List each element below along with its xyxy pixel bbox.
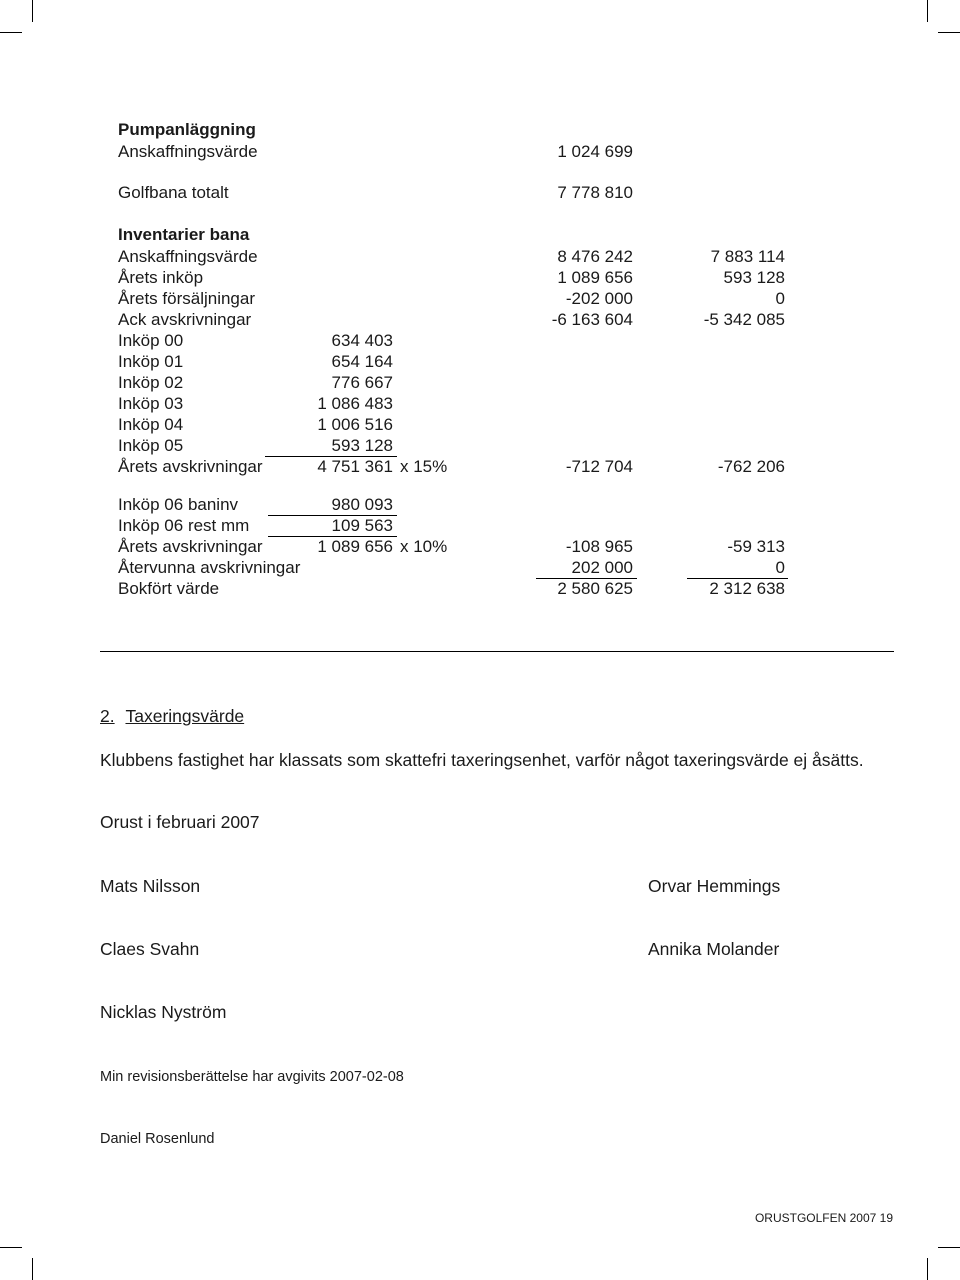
row-purchase-amount: 980 093: [331, 495, 393, 514]
row-label: Ack avskrivningar: [118, 310, 252, 329]
row-label: Årets inköp: [118, 268, 204, 287]
row-label: Inköp 06 baninv: [118, 495, 239, 514]
row-value-year1: -108 965: [565, 537, 633, 556]
row-value-year2: 593 128: [723, 268, 785, 287]
crop-mark: [927, 0, 928, 22]
page-footer: ORUSTGOLFEN 2007 19: [754, 1211, 893, 1225]
pump-heading: Pumpanläggning: [118, 120, 256, 139]
row-depreciation-rate: x 10%: [400, 537, 448, 556]
row-label: Årets avskrivningar: [118, 537, 263, 556]
crop-mark: [927, 1258, 928, 1280]
row-label: Anskaffningsvärde: [118, 247, 258, 266]
audit-statement: Min revisionsberättelse har avgivits 2007-02-08: [100, 1069, 404, 1085]
row-value-year2: 7 883 114: [710, 247, 785, 266]
row-label: Inköp 02: [118, 373, 184, 392]
signatory-name: Nicklas Nyström: [100, 1002, 227, 1022]
row-value-year1: -6 163 604: [551, 310, 633, 329]
auditor-name: Daniel Rosenlund: [100, 1131, 215, 1147]
pump-value: 1 024 699: [557, 142, 633, 161]
row-value-year1: 8 476 242: [557, 247, 633, 266]
row-label: Inköp 06 rest mm: [118, 516, 250, 535]
crop-mark: [0, 1247, 22, 1248]
row-label: Inköp 01: [118, 352, 184, 371]
golf-total-value: 7 778 810: [557, 183, 633, 202]
row-value-year1: -202 000: [565, 289, 633, 308]
row-purchase-amount: 654 164: [331, 352, 393, 371]
row-label: Inköp 03: [118, 394, 184, 413]
section2-number: 2.: [100, 706, 115, 726]
row-purchase-amount: 776 667: [331, 373, 393, 392]
row-value-year1: -712 704: [565, 457, 633, 476]
row-depreciation-rate: x 15%: [400, 457, 448, 476]
row-value-year2: 0: [775, 558, 785, 577]
row-purchase-amount: 634 403: [331, 331, 393, 350]
row-value-year1: 202 000: [571, 558, 633, 577]
row-label: Återvunna avskrivningar: [118, 558, 301, 577]
row-purchase-amount: 593 128: [331, 436, 393, 455]
signatory-name: Annika Molander: [648, 939, 780, 959]
signatory-name: Claes Svahn: [100, 939, 200, 959]
crop-mark: [938, 1247, 960, 1248]
crop-mark: [32, 0, 33, 22]
row-value-year2: 2 312 638: [709, 579, 785, 598]
golf-total-label: Golfbana totalt: [118, 183, 229, 202]
row-purchase-amount: 4 751 361: [317, 457, 393, 476]
row-value-year2: -59 313: [727, 537, 785, 556]
row-label: Årets avskrivningar: [118, 457, 263, 476]
crop-mark: [938, 32, 960, 33]
crop-mark: [32, 1258, 33, 1280]
row-label: Bokfört värde: [118, 579, 220, 598]
row-label: Inköp 05: [118, 436, 184, 455]
pump-label: Anskaffningsvärde: [118, 142, 258, 161]
row-purchase-amount: 1 006 516: [317, 415, 393, 434]
crop-mark: [0, 32, 22, 33]
row-value-year1: 1 089 656: [557, 268, 633, 287]
row-value-year1: 2 580 625: [557, 579, 633, 598]
row-label: Inköp 00: [118, 331, 184, 350]
row-purchase-amount: 109 563: [331, 516, 393, 535]
row-purchase-amount: 1 086 483: [317, 394, 393, 413]
row-value-year2: -762 206: [717, 457, 785, 476]
row-value-year2: 0: [775, 289, 785, 308]
section-divider: [100, 651, 894, 652]
signatory-name: Mats Nilsson: [100, 876, 201, 896]
row-value-year2: -5 342 085: [703, 310, 785, 329]
section2-title: Taxeringsvärde: [125, 706, 245, 726]
section2-heading: [100, 705, 244, 727]
place-date: Orust i februari 2007: [100, 812, 260, 832]
inventory-heading: Inventarier bana: [118, 225, 250, 244]
row-purchase-amount: 1 089 656: [317, 537, 393, 556]
row-label: Årets försäljningar: [118, 289, 256, 308]
row-label: Inköp 04: [118, 415, 184, 434]
signatory-name: Orvar Hemmings: [648, 876, 781, 896]
section2-text: Klubbens fastighet har klassats som skattefri taxeringsenhet, varför något taxeringsvärde ej åsätts.: [100, 750, 864, 770]
